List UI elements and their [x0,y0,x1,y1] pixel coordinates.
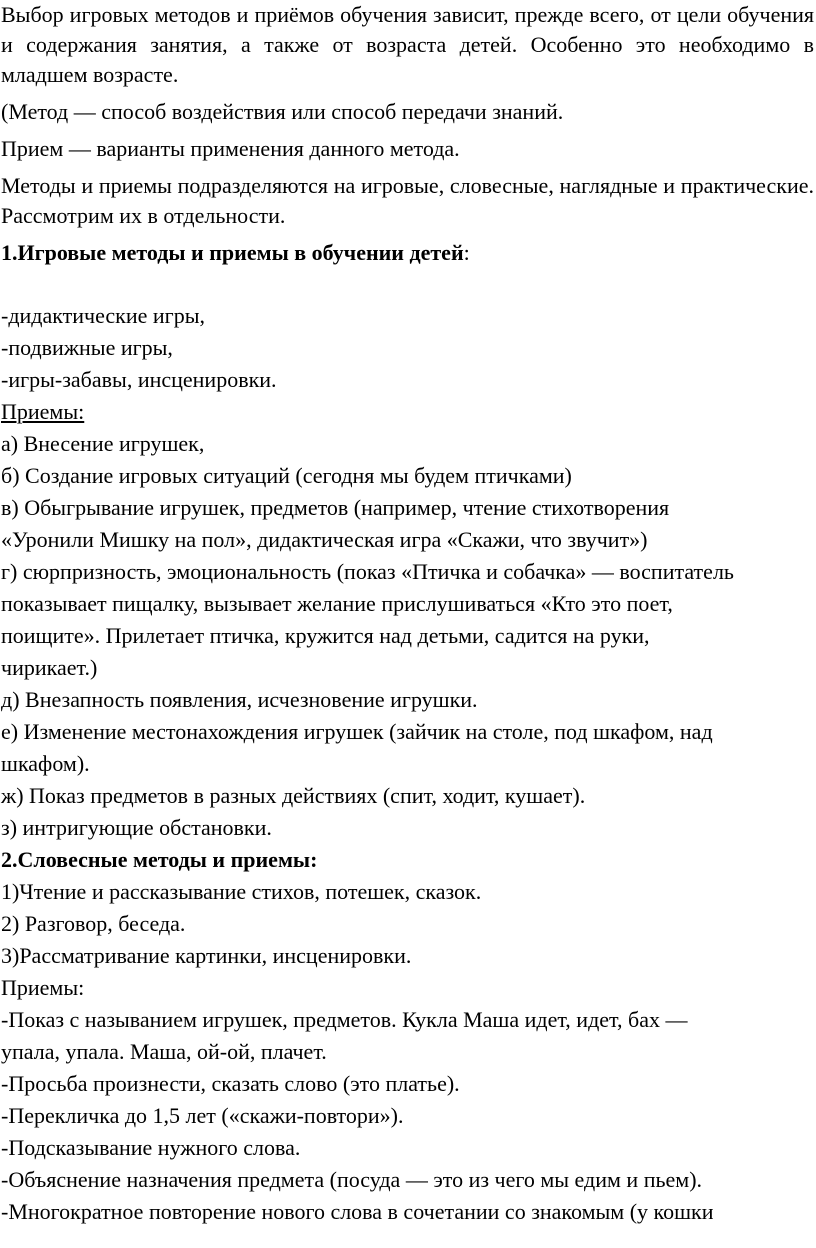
classification-paragraph: Методы и приемы подразделяются на игровые, словесные, наглядные и практические. Рассмотрим их в отдельности. [1,173,814,228]
list-item: г) сюрпризность, эмоциональность (показ «Птичка и собачка» — воспитатель [1,559,734,584]
list-item: -подвижные игры, [1,335,173,360]
list-item: упала, упала. Маша, ой-ой, плачет. [1,1039,327,1064]
list-item: -Объяснение назначения предмета (посуда — это из чего мы едим и пьем). [1,1167,703,1192]
method-definition: (Метод — способ воздействия или способ передачи знаний. [1,99,564,124]
list-item: -Многократное повторение нового слова в сочетании со знакомым (у кошки [1,1199,714,1224]
section2-techniques-label: Приемы: [1,975,85,1000]
list-item: д) Внезапность появления, исчезновение игрушки. [1,687,478,712]
list-item: -дидактические игры, [1,303,205,328]
section1-techniques-list [1,428,814,844]
section1-heading-colon: : [463,240,470,265]
list-item: поищите». Прилетает птичка, кружится над детьми, садится на руки, [1,623,650,648]
list-item: в) Обыгрывание игрушек, предметов (например, чтение стихотворения [1,495,670,520]
list-item: е) Изменение местонахождения игрушек (зайчик на столе, под шкафом, над [1,719,713,744]
section1-heading: 1.Игровые методы и приемы в обучении детей [1,240,464,265]
list-item: 2) Разговор, беседа. [1,911,186,936]
list-item: -Перекличка до 1,5 лет («скажи-повтори»). [1,1103,404,1128]
list-item: -игры-забавы, инсценировки. [1,367,277,392]
list-item: 1)Чтение и рассказывание стихов, потешек, сказок. [1,879,482,904]
list-item: б) Создание игровых ситуаций (сегодня мы будем птичками) [1,463,572,488]
section1-techniques-label [1,396,814,428]
list-item: -Подсказывание нужного слова. [1,1135,301,1160]
list-item: чирикает.) [1,655,98,680]
list-item: «Уронили Мишку на пол», дидактическая игра «Скажи, что звучит») [1,527,648,552]
list-item: ж) Показ предметов в разных действиях (спит, ходит, кушает). [1,783,586,808]
techniques-label-text: Приемы: [1,399,85,424]
section2-methods-list [1,876,814,972]
section1-methods-list [1,300,814,396]
list-item: шкафом). [1,751,90,776]
intro-paragraph: Выбор игровых методов и приёмов обучения зависит, прежде всего, от цели обучения и содержания занятия, а также от возраста детей. Особенно это необходимо в младшем возрасте. [1,2,814,87]
list-item: -Показ с называнием игрушек, предметов. Кукла Маша идет, идет, бах — [1,1007,688,1032]
section2-heading: 2.Словесные методы и приемы: [1,847,318,872]
section2-techniques-list [1,1004,814,1228]
list-item: -Просьба произнести, сказать слово (это платье). [1,1071,460,1096]
technique-definition: Прием — варианты применения данного метода. [1,136,460,161]
list-item: а) Внесение игрушек, [1,431,205,456]
list-item: з) интригующие обстановки. [1,815,272,840]
blank-line [1,268,814,300]
list-item: показывает пищалку, вызывает желание прислушиваться «Кто это поет, [1,591,673,616]
section1-heading-line [1,238,814,268]
list-item: 3)Рассматривание картинки, инсценировки. [1,943,412,968]
